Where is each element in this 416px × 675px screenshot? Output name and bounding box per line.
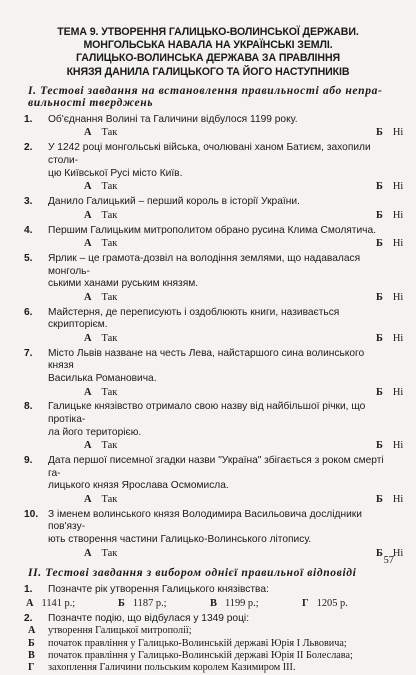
title-line: КНЯЗЯ ДАНИЛА ГАЛИЦЬКОГО ТА ЙОГО НАСТУПНИКІВ: [66, 65, 350, 78]
answer-row: [20, 386, 404, 399]
answer-label: Б: [376, 291, 383, 303]
question-text: [48, 348, 396, 386]
answer-text: Ні: [392, 332, 404, 344]
question-number: 2.: [24, 142, 33, 154]
mc-question-2: [20, 613, 396, 675]
answer-row: [20, 238, 404, 250]
answer-text: Так: [101, 209, 118, 221]
question-number: 10.: [24, 508, 39, 520]
tf-question: [20, 455, 404, 506]
question-number: 7.: [24, 347, 33, 359]
answer-label: А: [84, 127, 92, 139]
option-b[interactable]: Б початок правління у Галицько-Волинській державі Юрія І Львовича;: [28, 637, 347, 649]
true-false-questions: [20, 113, 404, 560]
question-text: [48, 253, 396, 291]
question-text-line: Об'єднання Волині та Галичини відбулося 1199 року.: [48, 113, 298, 125]
question-text-line: Дата першої писемної згадки назви "Україна" збігається з роком смерті га-: [48, 455, 384, 479]
option-d[interactable]: Г 1205 р.: [302, 598, 348, 610]
answer-true[interactable]: [84, 210, 284, 222]
question-text: [48, 142, 396, 180]
question-text-line: Василька Романовича.: [48, 372, 157, 384]
question-text: [48, 455, 396, 493]
title-line: МОНГОЛЬСЬКА НАВАЛА НА УКРАЇНСЬКІ ЗЕМЛІ.: [83, 39, 333, 52]
question-text: [48, 196, 396, 209]
answer-text: Ні: [392, 493, 404, 505]
answer-text: Ні: [392, 209, 404, 221]
answer-row: [20, 209, 404, 222]
option-a[interactable]: А утворення Галицької митрополії;: [28, 625, 192, 637]
question-number: 6.: [24, 306, 33, 318]
tf-question: [20, 253, 404, 304]
question-text-line: З іменем волинського князя Володимира Васильовича дослідники пов'язу-: [48, 508, 362, 533]
answer-text: Ні: [392, 127, 404, 139]
question-number: 5.: [24, 253, 33, 264]
answer-label: А: [84, 209, 92, 221]
answer-label: Б: [376, 440, 383, 452]
question-number: 8.: [24, 401, 33, 413]
question-text-line: цю Київської Русі місто Київ.: [48, 167, 183, 179]
answer-false[interactable]: [376, 292, 403, 304]
tf-question: [20, 306, 404, 346]
answer-text: Ні: [392, 181, 404, 193]
tf-question: [20, 142, 404, 193]
question-text-line: Місто Львів назване на честь Лева, найстаршого сина волинського князя: [48, 347, 365, 372]
section-heading-line: вильності тверджень: [28, 96, 154, 110]
answer-row: [20, 493, 404, 506]
answer-label: А: [84, 291, 92, 303]
answer-text: Так: [101, 332, 118, 344]
answer-text: Ні: [392, 291, 404, 303]
question-text-line: Майстерня, де переписують і оздоблюють книги, називається скрипторієм.: [48, 306, 340, 331]
answer-false[interactable]: [376, 181, 403, 193]
answer-row: [20, 547, 404, 560]
title-line: ТЕМА 9. УТВОРЕННЯ ГАЛИЦЬКО-ВОЛИНСЬКОЇ ДЕРЖАВИ.: [57, 26, 359, 38]
answer-label: А: [84, 547, 92, 559]
answer-true[interactable]: [84, 494, 284, 506]
answer-false[interactable]: [376, 494, 403, 506]
answer-true[interactable]: [84, 548, 284, 560]
answer-text: Так: [101, 386, 118, 398]
question-number: 1.: [24, 113, 33, 125]
question-text: [48, 401, 396, 439]
question-number: 2.: [24, 612, 33, 624]
section-heading-line: I. Тестові завдання на встановлення правильності або непра-: [28, 83, 383, 97]
question-text-line: ла його територією.: [48, 426, 142, 438]
answer-text: Так: [101, 493, 118, 505]
tf-question: [20, 113, 404, 140]
answer-row: [20, 127, 404, 139]
answer-text: Ні: [392, 238, 404, 250]
title-line: ГАЛИЦЬКО-ВОЛИНСЬКА ДЕРЖАВА ЗА ПРАВЛІННЯ: [75, 52, 341, 65]
answer-true[interactable]: [84, 181, 284, 193]
tf-question: [20, 196, 404, 222]
question-number: 9.: [24, 455, 33, 467]
question-text-line: Галицьке князівство отримало свою назву від найбільшої річки, що протіка-: [48, 401, 366, 426]
answer-true[interactable]: [84, 127, 284, 139]
question-text: [48, 509, 396, 547]
answer-text: Так: [101, 238, 118, 250]
topic-title: [20, 26, 396, 79]
mc-question-1: [20, 584, 396, 611]
question-text: Позначте подію, що відбулася у 1349 році:: [48, 612, 250, 624]
answer-label: А: [84, 238, 92, 250]
answer-label: Б: [376, 127, 383, 139]
answer-label: А: [84, 332, 92, 344]
question-text-line: Першим Галицьким митрополитом обрано русина Клима Смолятича.: [48, 224, 376, 236]
answer-row: [20, 181, 404, 193]
answer-label: А: [84, 181, 92, 193]
answer-label: Б: [376, 332, 383, 344]
answer-label: Б: [376, 547, 383, 559]
answer-text: Так: [101, 291, 118, 303]
answer-row: [20, 332, 404, 345]
answer-label: Б: [376, 493, 383, 505]
question-text: [48, 225, 396, 238]
answer-text: Так: [101, 547, 118, 559]
answer-text: Так: [101, 181, 118, 193]
answer-false[interactable]: [376, 387, 403, 399]
answer-true[interactable]: [84, 333, 284, 345]
question-text: [48, 307, 396, 332]
answer-true[interactable]: [84, 440, 284, 452]
answer-row: [20, 440, 404, 452]
answer-label: А: [84, 440, 92, 452]
answer-false[interactable]: [376, 127, 403, 139]
question-text-line: Данило Галицький – перший король в історії України.: [48, 196, 300, 207]
option-c[interactable]: В початок правління у Галицько-Волинській державі Юрія ІІ Болеслава;: [28, 650, 353, 662]
answer-label: А: [84, 493, 92, 505]
answer-text: Ні: [392, 386, 404, 398]
option-d[interactable]: Г захоплення Галичини польським королем Казимиром ІІІ.: [28, 662, 296, 674]
question-text: Позначте рік утворення Галицького князівства:: [48, 583, 269, 595]
page-number: 57: [383, 555, 394, 566]
answer-text: Ні: [392, 547, 404, 559]
answer-text: Так: [101, 440, 118, 452]
answer-true[interactable]: [84, 387, 284, 399]
answer-label: Б: [376, 386, 383, 398]
answer-false[interactable]: [376, 333, 403, 345]
answer-label: Б: [376, 181, 383, 193]
question-number: 4.: [24, 224, 33, 236]
tf-question: [20, 401, 404, 452]
answer-true[interactable]: [84, 292, 284, 304]
answer-text: Так: [101, 127, 118, 139]
answer-options: [20, 597, 396, 610]
question-text-line: Ярлик – це грамота-дозвіл на володіння землями, що надавалася монголь-: [48, 253, 361, 277]
tf-question: [20, 347, 404, 399]
answer-label: Б: [376, 238, 383, 250]
question-text-line: лицького князя Ярослава Осмомисла.: [48, 480, 229, 492]
question-text: [48, 114, 396, 127]
answer-text: Ні: [392, 440, 404, 452]
section-heading-true-false: [28, 85, 396, 110]
option-b[interactable]: Б 1187 р.;: [118, 598, 167, 610]
answer-false[interactable]: [376, 238, 403, 250]
question-number: 3.: [24, 196, 33, 207]
answer-false[interactable]: [376, 210, 403, 222]
answer-true[interactable]: [84, 238, 284, 250]
answer-label: Б: [376, 209, 383, 221]
question-text-line: ють створення частини Галицько-Волинського літопису.: [48, 534, 312, 546]
question-text-line: ськими ханами руським князям.: [48, 278, 199, 290]
answer-false[interactable]: [376, 440, 403, 452]
section-heading-multiple-choice: II. Тестові завдання з вибором однієї правильної відповіді: [28, 566, 357, 580]
answer-row: [20, 291, 404, 304]
tf-question: [20, 224, 404, 251]
option-a[interactable]: А 1141 р.;: [26, 598, 76, 610]
tf-question: [20, 508, 404, 560]
answer-label: А: [84, 386, 92, 398]
question-number: 1.: [24, 583, 33, 595]
option-c[interactable]: В 1199 р.;: [210, 598, 259, 610]
question-text-line: У 1242 році монгольські війська, очолювані ханом Батиєм, захопили столи-: [48, 142, 371, 166]
